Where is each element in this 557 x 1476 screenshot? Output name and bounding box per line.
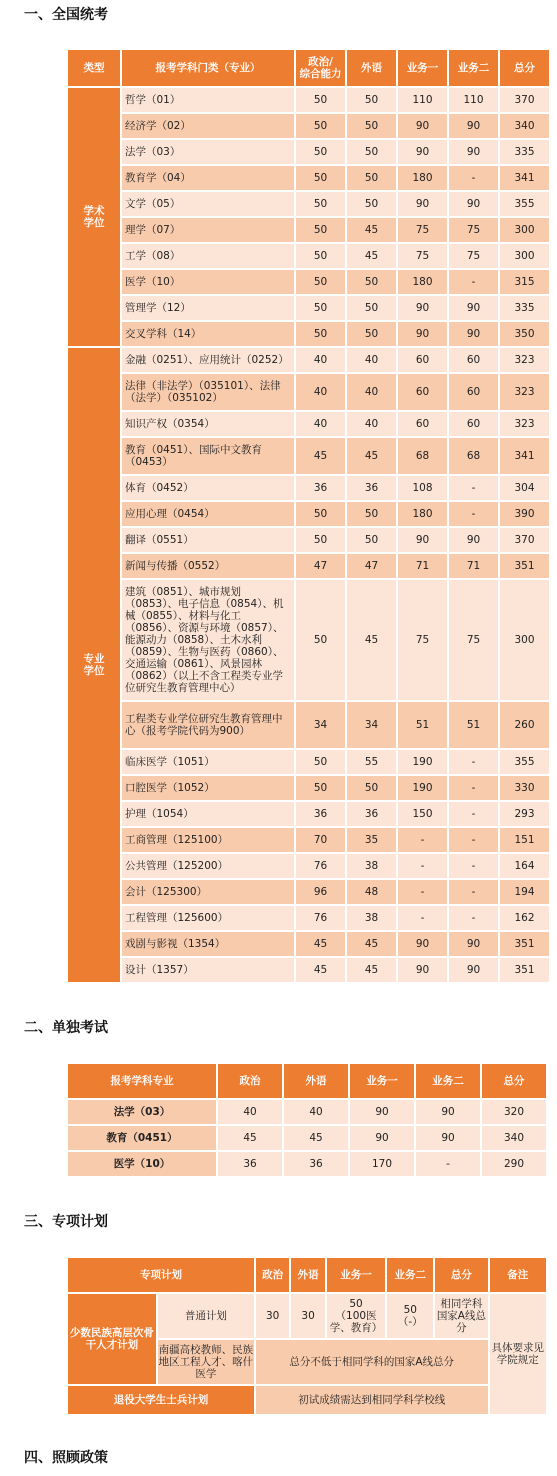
table-row [68,1386,546,1414]
cell-language: 45 [347,438,396,474]
cell-total: 300 [500,244,549,268]
table-header-row [68,50,549,86]
table-row [68,140,549,164]
cell-subject2: 110 [449,88,498,112]
cell-subject1: 51 [398,702,447,748]
cell-subject2: 68 [449,438,498,474]
cell-language: 50 [347,88,396,112]
cell-language: 50 [347,502,396,526]
cell-total: 355 [500,750,549,774]
cell-language: 40 [284,1100,348,1124]
cell-subject1: 60 [398,348,447,372]
row-name: 南疆高校教师、民族地区工程人才、喀什医学 [158,1340,254,1384]
header-language: 外语 [284,1064,348,1098]
header-subject1: 业务一 [327,1258,386,1292]
table-row [68,528,549,552]
cell-subject1: 90 [398,932,447,956]
cell-politics: 96 [296,880,345,904]
cell-total: 151 [500,828,549,852]
cell-language: 36 [284,1152,348,1176]
row-subject-name: 管理学（12） [122,296,294,320]
cell-subject2: - [449,502,498,526]
table-row [68,244,549,268]
table-row [68,166,549,190]
row-subject-name: 工学（08） [122,244,294,268]
cell-subject2: 90 [449,528,498,552]
cell-language: 35 [347,828,396,852]
cell-politics: 50 [296,296,345,320]
cell-subject2: 90 [449,932,498,956]
row-subject-name: 交叉学科（14） [122,322,294,346]
cell-total: 164 [500,854,549,878]
cell-language: 45 [347,958,396,982]
row-subject-name: 知识产权（0354） [122,412,294,436]
cell-language: 55 [347,750,396,774]
cell-subject1: - [398,906,447,930]
table-row [68,880,549,904]
row-subject-name: 建筑（0851）、城市规划（0853）、电子信息（0854）、机械（0855）、材料与化工（0856）、资源与环境（0857）、能源动力（0858）、土木水利（0859）、生物与医药（0860）、交通运输（0861）、风景园林（0862）（以上不含工程类专业学位研究生教育管理中心） [122,580,294,700]
cell-politics: 36 [296,476,345,500]
cell-total: 335 [500,140,549,164]
cell-subject1: - [398,854,447,878]
cell-subject1: 110 [398,88,447,112]
table-row [68,776,549,800]
cell-total: 390 [500,502,549,526]
header-subject1: 业务一 [350,1064,414,1098]
cell-total: 370 [500,528,549,552]
cell-subject1: 71 [398,554,447,578]
cell-language: 38 [347,854,396,878]
group-minority-plan: 少数民族高层次骨干人才计划 [68,1294,156,1384]
table-row [68,348,549,372]
header-subject1: 业务一 [398,50,447,86]
cell-subject1: 75 [398,218,447,242]
row-subject-name: 工程类专业学位研究生教育管理中心（报考学院代码为900） [122,702,294,748]
cell-subject2: - [449,906,498,930]
cell-language: 45 [284,1126,348,1150]
section-title-care-policy: 四、照顾政策 [24,1450,108,1466]
cell-subject2: - [449,802,498,826]
row-subject-name: 法学（03） [68,1100,216,1124]
category-academic: 学术 学位 [68,88,120,346]
table-header-row [68,1064,546,1098]
cell-subject2: 90 [449,958,498,982]
row-name: 普通计划 [158,1294,254,1338]
table-row [68,88,549,112]
header-remarks: 备注 [490,1258,546,1292]
table-row [68,476,549,500]
row-subject-name: 文学（05） [122,192,294,216]
cell-politics: 50 [296,270,345,294]
cell-total: 323 [500,374,549,410]
row-veteran-plan: 退役大学生士兵计划 [68,1386,254,1414]
cell-language: 50 [347,776,396,800]
table-row [68,802,549,826]
cell-subject1: 90 [398,296,447,320]
table-row [68,412,549,436]
cell-language: 50 [347,192,396,216]
cell-total: 300 [500,580,549,700]
cell-subject2: 50 （-） [387,1294,433,1338]
cell-politics: 40 [296,374,345,410]
header-subject2: 业务二 [449,50,498,86]
table-row [68,114,549,138]
cell-politics: 50 [296,580,345,700]
header-special-plan: 专项计划 [68,1258,254,1292]
cell-subject2: 90 [416,1126,480,1150]
cell-total: 293 [500,802,549,826]
cell-politics: 40 [296,348,345,372]
cell-subject1: 50 （100医学、教育） [327,1294,386,1338]
table-row [68,1152,546,1176]
cell-subject2: - [449,828,498,852]
cell-subject1: 90 [350,1100,414,1124]
header-subject2: 业务二 [416,1064,480,1098]
cell-politics: 50 [296,502,345,526]
header-subject2: 业务二 [387,1258,433,1292]
row-subject-name: 教育（0451） [68,1126,216,1150]
table-row [68,270,549,294]
cell-language: 47 [347,554,396,578]
cell-subject2: - [449,776,498,800]
cell-politics: 50 [296,166,345,190]
cell-subject1: 90 [398,322,447,346]
cell-total: 351 [500,554,549,578]
cell-politics: 40 [218,1100,282,1124]
header-politics: 政治/ 综合能力 [296,50,345,86]
cell-subject1: 90 [398,958,447,982]
header-politics: 政治 [256,1258,289,1292]
cell-subject2: 90 [449,322,498,346]
cell-language: 30 [291,1294,324,1338]
national-exam-table [66,48,551,984]
cell-subject2: - [449,270,498,294]
cell-politics: 45 [296,958,345,982]
table-row [68,750,549,774]
cell-language: 50 [347,114,396,138]
cell-subject1: 190 [398,750,447,774]
cell-total: 351 [500,932,549,956]
cell-subject1: 60 [398,412,447,436]
cell-subject2: 75 [449,580,498,700]
cell-subject1: 150 [398,802,447,826]
table-row [68,438,549,474]
cell-subject1: 170 [350,1152,414,1176]
cell-language: 50 [347,322,396,346]
row-subject-name: 经济学（02） [122,114,294,138]
cell-total: 323 [500,348,549,372]
row-subject-name: 医学（10） [68,1152,216,1176]
cell-total: 340 [482,1126,546,1150]
cell-requirement: 总分不低于相同学科的国家A线总分 [256,1340,488,1384]
table-row [68,502,549,526]
row-subject-name: 哲学（01） [122,88,294,112]
cell-subject2: - [449,854,498,878]
cell-total: 290 [482,1152,546,1176]
header-subject: 报考学科专业 [68,1064,216,1098]
cell-subject2: 75 [449,244,498,268]
cell-politics: 76 [296,906,345,930]
cell-politics: 34 [296,702,345,748]
table-row [68,580,549,700]
section-title-separate-exam: 二、单独考试 [24,1020,108,1036]
cell-language: 45 [347,218,396,242]
cell-politics: 50 [296,218,345,242]
cell-subject2: 75 [449,218,498,242]
cell-language: 45 [347,580,396,700]
row-subject-name: 会计（125300） [122,880,294,904]
cell-total: 260 [500,702,549,748]
table-row [68,218,549,242]
cell-total: 330 [500,776,549,800]
cell-total: 351 [500,958,549,982]
cell-subject1: 90 [350,1126,414,1150]
cell-subject2: 90 [416,1100,480,1124]
cell-language: 36 [347,802,396,826]
cell-subject1: 180 [398,270,447,294]
cell-subject1: 60 [398,374,447,410]
cell-subject2: 90 [449,192,498,216]
row-subject-name: 教育学（04） [122,166,294,190]
row-subject-name: 医学（10） [122,270,294,294]
cell-politics: 45 [296,932,345,956]
cell-language: 40 [347,348,396,372]
cell-total: 194 [500,880,549,904]
cell-total: 341 [500,438,549,474]
cell-total: 315 [500,270,549,294]
cell-subject2: 90 [449,296,498,320]
separate-exam-table [66,1062,548,1178]
cell-requirement: 初试成绩需达到相同学科学校线 [256,1386,488,1414]
cell-politics: 76 [296,854,345,878]
cell-language: 50 [347,296,396,320]
cell-politics: 70 [296,828,345,852]
special-plan-table [66,1256,548,1416]
cell-subject2: - [449,166,498,190]
cell-total: 350 [500,322,549,346]
cell-subject1: 90 [398,528,447,552]
cell-language: 40 [347,412,396,436]
cell-total: 162 [500,906,549,930]
row-subject-name: 翻译（0551） [122,528,294,552]
cell-politics: 47 [296,554,345,578]
cell-politics: 30 [256,1294,289,1338]
cell-language: 50 [347,140,396,164]
row-subject-name: 护理（1054） [122,802,294,826]
cell-politics: 36 [218,1152,282,1176]
cell-politics: 50 [296,528,345,552]
cell-subject1: 108 [398,476,447,500]
cell-politics: 50 [296,322,345,346]
cell-subject1: 190 [398,776,447,800]
cell-subject2: - [449,476,498,500]
cell-total: 341 [500,166,549,190]
cell-subject1: 75 [398,580,447,700]
cell-total: 370 [500,88,549,112]
cell-subject1: 90 [398,140,447,164]
table-row [68,958,549,982]
row-subject-name: 应用心理（0454） [122,502,294,526]
cell-subject2: 71 [449,554,498,578]
cell-subject1: 90 [398,114,447,138]
cell-language: 45 [347,932,396,956]
section-title-special-plan: 三、专项计划 [24,1214,108,1230]
cell-subject2: 60 [449,374,498,410]
cell-language: 38 [347,906,396,930]
table-row [68,1126,546,1150]
cell-politics: 40 [296,412,345,436]
table-row [68,554,549,578]
cell-subject1: 75 [398,244,447,268]
header-total: 总分 [482,1064,546,1098]
cell-subject2: 60 [449,412,498,436]
cell-language: 50 [347,528,396,552]
header-type: 类型 [68,50,120,86]
row-subject-name: 戏剧与影视（1354） [122,932,294,956]
row-subject-name: 新闻与传播（0552） [122,554,294,578]
table-row [68,932,549,956]
cell-language: 50 [347,166,396,190]
cell-politics: 45 [296,438,345,474]
section-title-national-exam: 一、全国统考 [24,7,108,23]
table-row [68,322,549,346]
table-row [68,702,549,748]
cell-politics: 50 [296,776,345,800]
cell-subject1: 90 [398,192,447,216]
cell-politics: 36 [296,802,345,826]
row-subject-name: 工程管理（125600） [122,906,294,930]
cell-language: 48 [347,880,396,904]
cell-total: 355 [500,192,549,216]
cell-language: 40 [347,374,396,410]
cell-total: 300 [500,218,549,242]
cell-total: 320 [482,1100,546,1124]
cell-language: 45 [347,244,396,268]
table-row [68,828,549,852]
cell-politics: 50 [296,114,345,138]
header-total: 总分 [500,50,549,86]
cell-total: 相同学科国家A线总分 [435,1294,487,1338]
table-row [68,296,549,320]
table-row [68,192,549,216]
row-subject-name: 口腔医学（1052） [122,776,294,800]
row-subject-name: 体育（0452） [122,476,294,500]
row-subject-name: 法律（非法学）（035101）、法律（法学）（035102） [122,374,294,410]
cell-subject2: 51 [449,702,498,748]
cell-total: 340 [500,114,549,138]
cell-subject1: 180 [398,502,447,526]
row-subject-name: 设计（1357） [122,958,294,982]
table-row [68,854,549,878]
row-subject-name: 教育（0451）、国际中文教育（0453） [122,438,294,474]
row-subject-name: 临床医学（1051） [122,750,294,774]
table-row [68,1100,546,1124]
cell-politics: 50 [296,192,345,216]
cell-subject2: 90 [449,114,498,138]
cell-total: 335 [500,296,549,320]
cell-subject2: 60 [449,348,498,372]
category-professional: 专业 学位 [68,348,120,982]
header-politics: 政治 [218,1064,282,1098]
table-header-row [68,1258,546,1292]
header-language: 外语 [291,1258,324,1292]
cell-subject1: 68 [398,438,447,474]
cell-total: 304 [500,476,549,500]
cell-subject2: 90 [449,140,498,164]
cell-subject2: - [449,750,498,774]
row-subject-name: 理学（07） [122,218,294,242]
header-total: 总分 [435,1258,487,1292]
row-subject-name: 工商管理（125100） [122,828,294,852]
header-language: 外语 [347,50,396,86]
row-subject-name: 公共管理（125200） [122,854,294,878]
cell-politics: 50 [296,750,345,774]
cell-total: 323 [500,412,549,436]
cell-politics: 50 [296,140,345,164]
cell-language: 34 [347,702,396,748]
cell-politics: 50 [296,88,345,112]
cell-subject1: 180 [398,166,447,190]
row-subject-name: 金融（0251）、应用统计（0252） [122,348,294,372]
cell-subject1: - [398,880,447,904]
cell-subject2: - [416,1152,480,1176]
table-row [68,1294,546,1338]
cell-subject1: - [398,828,447,852]
table-row [68,906,549,930]
cell-politics: 45 [218,1126,282,1150]
row-subject-name: 法学（03） [122,140,294,164]
cell-language: 50 [347,270,396,294]
cell-subject2: - [449,880,498,904]
cell-remarks: 具体要求见学院规定 [490,1294,546,1414]
header-subject: 报考学科门类（专业） [122,50,294,86]
cell-language: 36 [347,476,396,500]
table-row [68,374,549,410]
cell-politics: 50 [296,244,345,268]
